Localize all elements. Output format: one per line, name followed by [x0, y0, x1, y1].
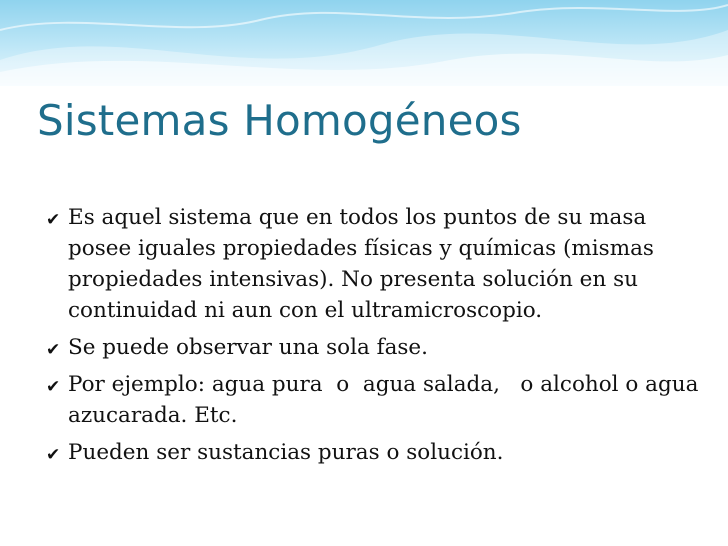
bullet-list: [46, 202, 706, 474]
checkmark-icon: ✔: [46, 340, 61, 360]
header-banner: [0, 0, 728, 86]
bullet-text: Se puede observar una sola fase.: [68, 335, 428, 360]
list-item: [46, 202, 706, 326]
checkmark-icon: ✔: [46, 445, 61, 465]
list-item: [46, 332, 706, 363]
bullet-text: Por ejemplo: agua pura o agua salada, o alcohol o agua azucarada. Etc.: [68, 372, 706, 428]
wave-decoration: [0, 0, 728, 86]
slide-title: Sistemas Homogéneos: [37, 96, 522, 145]
list-item: [46, 369, 706, 431]
checkmark-icon: ✔: [46, 210, 61, 230]
list-item: [46, 437, 706, 468]
bullet-text: Es aquel sistema que en todos los puntos de su masa posee iguales propiedades físicas y químicas (mismas propiedades intensivas). No presenta solución en su continuidad ni aun con el ultramicroscopio.: [68, 205, 654, 323]
bullet-text: Pueden ser sustancias puras o solución.: [68, 440, 504, 465]
checkmark-icon: ✔: [46, 377, 61, 397]
